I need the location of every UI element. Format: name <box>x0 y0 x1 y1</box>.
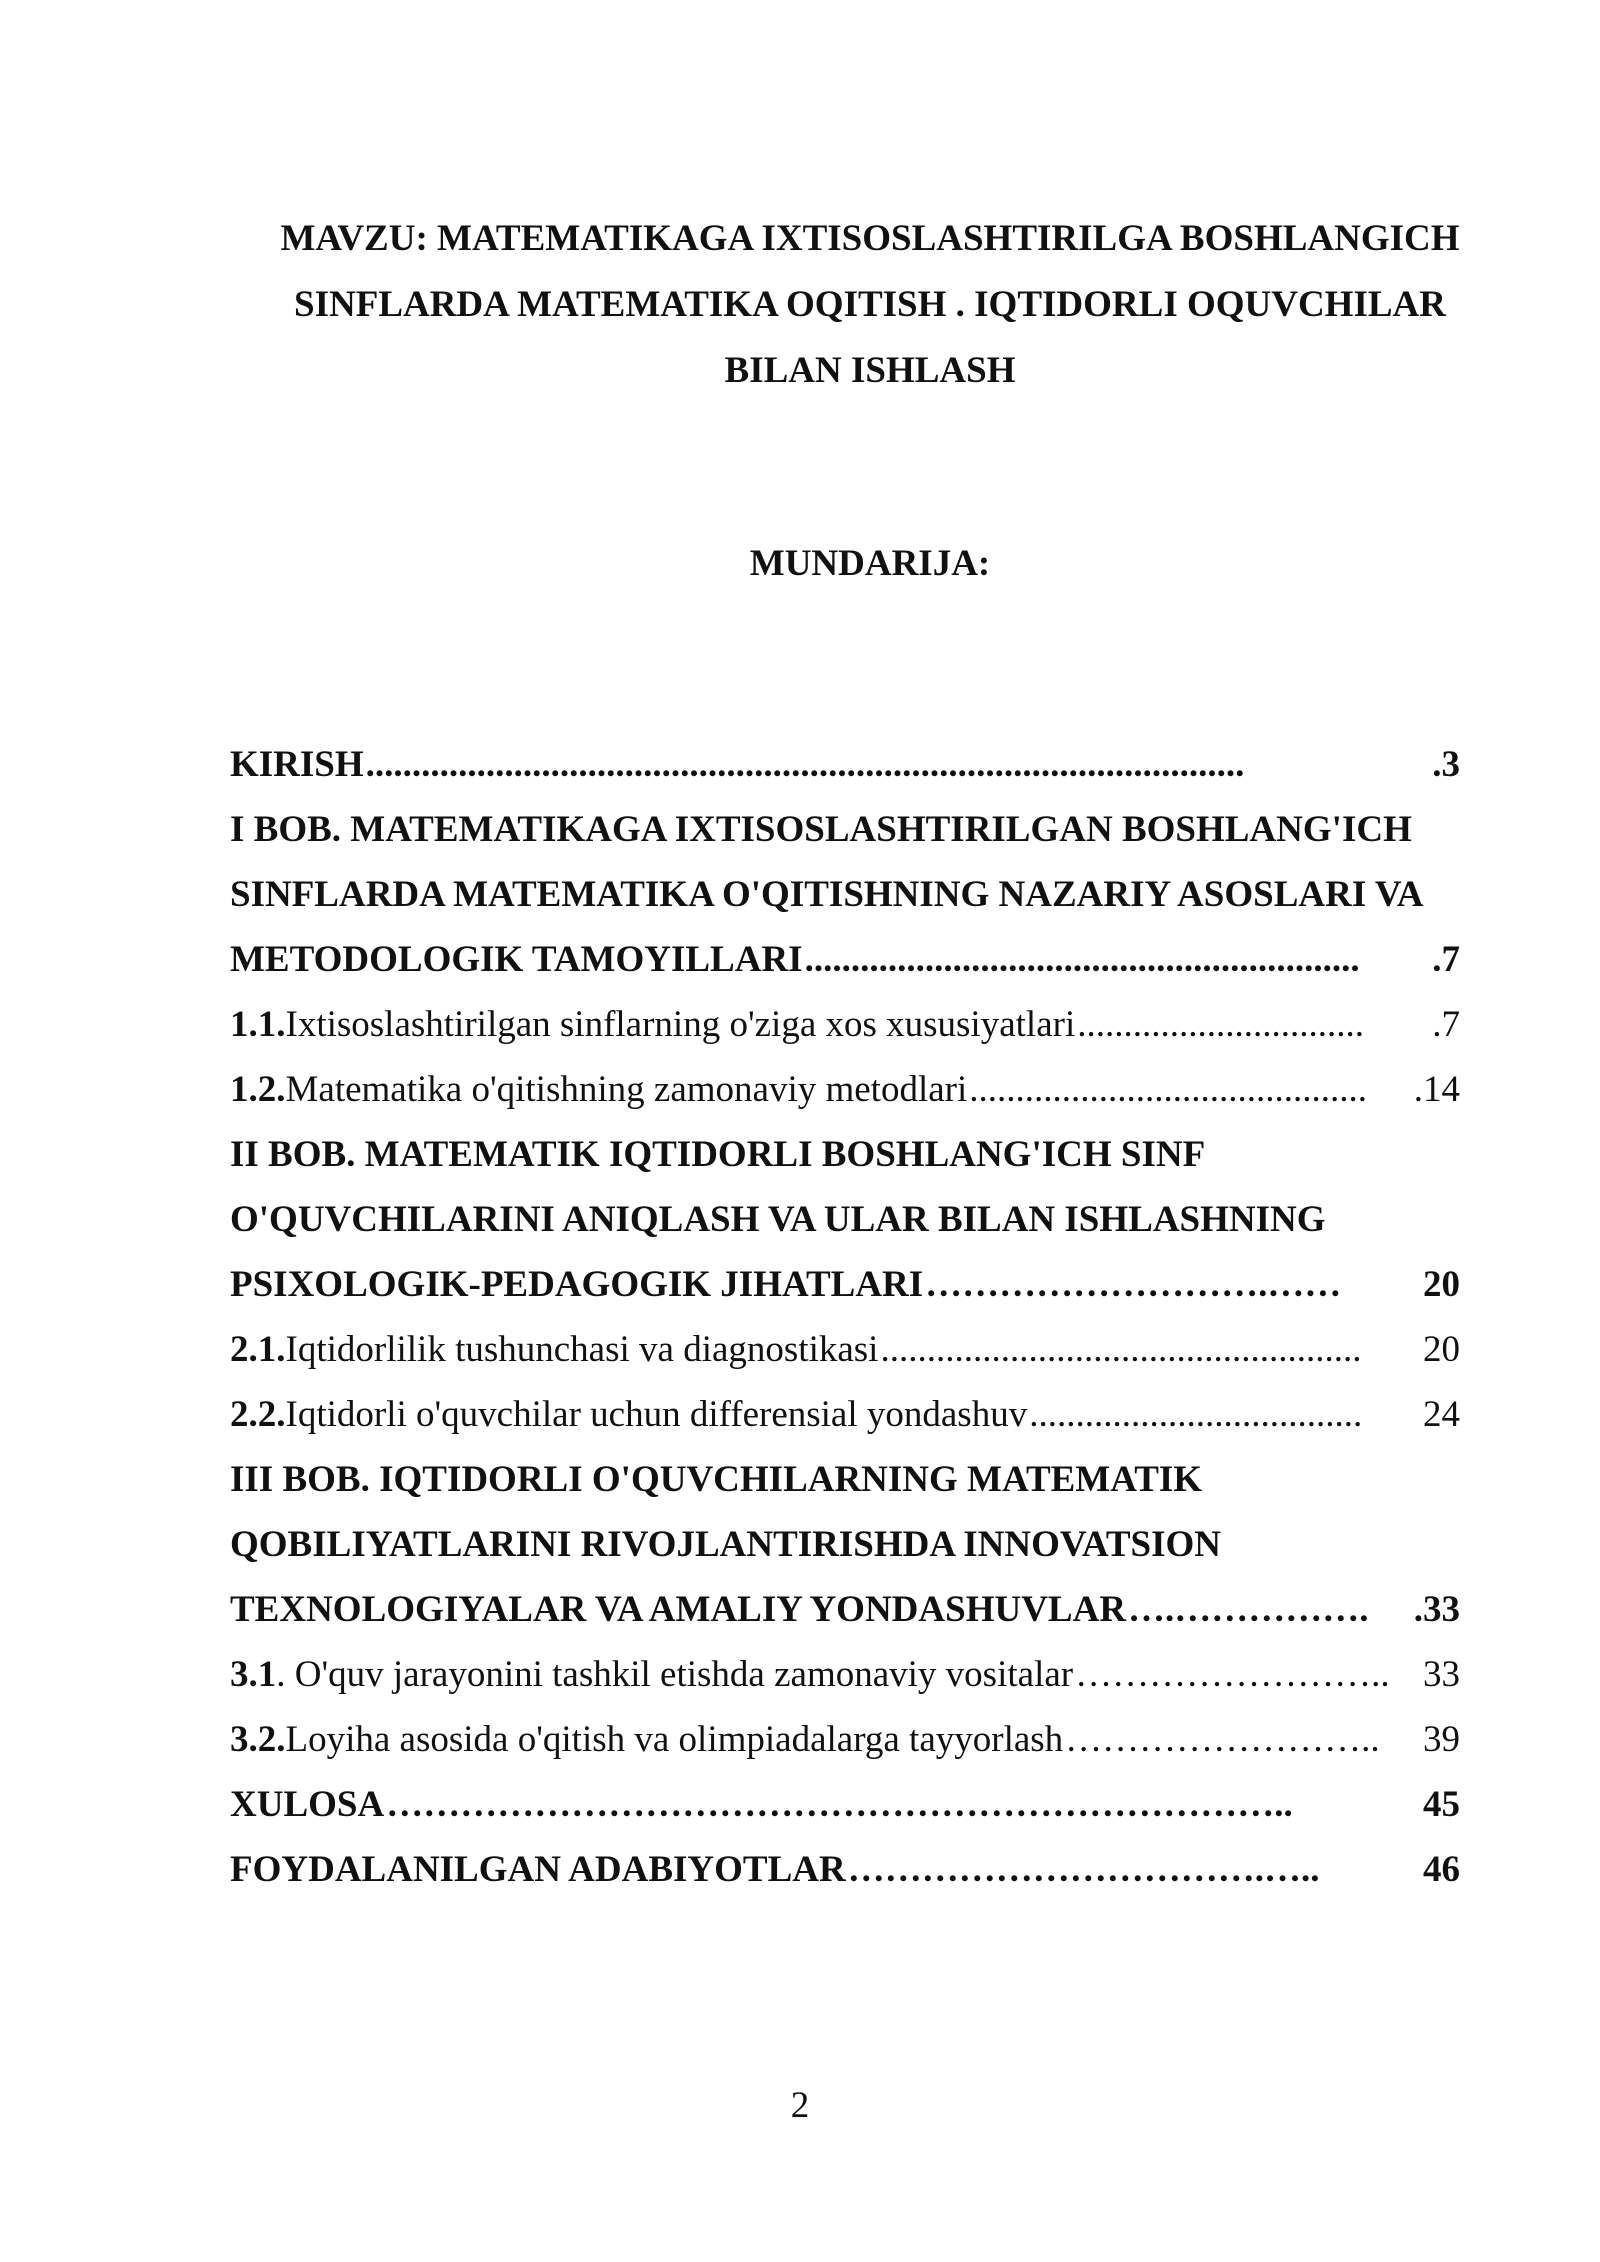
toc-label: PSIXOLOGIK-PEDAGOGIK JIHATLARI <box>230 1264 924 1305</box>
toc-label: Iqtidorli o'quvchilar uchun differensial yondashuv <box>285 1394 1028 1435</box>
toc-label: TEXNOLOGIYALAR VA AMALIY YONDASHUVLAR <box>230 1589 1127 1630</box>
title-line: BILAN ISHLASH <box>724 350 1016 391</box>
toc-label: XULOSA <box>230 1784 385 1825</box>
toc-label: QOBILIYATLARINI RIVOJLANTIRISHDA INNOVATSION <box>230 1524 1221 1565</box>
toc-page-number: 20 <box>1423 1329 1460 1370</box>
toc-dot-leader: ............................... <box>1077 1004 1364 1045</box>
toc-row <box>230 1577 1460 1642</box>
toc-label: KIRISH <box>230 744 364 785</box>
contents-heading: MUNDARIJA: <box>749 543 991 584</box>
document-title <box>230 206 1510 404</box>
toc-row <box>230 1772 1460 1837</box>
toc-label: METODOLOGIK TAMOYILLARI <box>230 939 803 980</box>
toc-row <box>230 1512 1460 1577</box>
toc-row <box>230 732 1460 797</box>
toc-section-number: 3.2. <box>230 1719 286 1760</box>
toc-row <box>230 1317 1460 1382</box>
toc-label: Iqtidorlilik tushunchasi va diagnostikasi <box>285 1329 879 1370</box>
toc-section-number: 2.2. <box>230 1394 286 1435</box>
toc-row <box>230 1122 1460 1187</box>
toc-label: Matematika o'qitishning zamonaviy metodlari <box>285 1069 968 1110</box>
toc-label: SINFLARDA MATEMATIKA O'QITISHNING NAZARIY ASOSLARI VA <box>230 874 1424 915</box>
toc-row <box>230 1252 1460 1317</box>
toc-dot-leader: ……………………………………………………………….. <box>386 1784 1293 1825</box>
toc-dot-leader: …………………….. <box>1065 1719 1380 1760</box>
toc-dot-leader: …………………………….….. <box>847 1849 1320 1890</box>
toc-row <box>230 1837 1460 1902</box>
toc-label: Ixtisoslashtirilgan sinflarning o'ziga xos xususiyatlari <box>285 1004 1076 1045</box>
toc-page-number: 20 <box>1423 1264 1460 1305</box>
toc-label: I BOB. MATEMATIKAGA IXTISOSLASHTIRILGAN BOSHLANG'ICH <box>230 809 1412 850</box>
toc-label: . O'quv jarayonini tashkil etishda zamonaviy vositalar <box>276 1654 1074 1695</box>
toc-section-number: 3.1 <box>230 1654 277 1695</box>
toc-label: III BOB. IQTIDORLI O'QUVCHILARNING MATEMATIK <box>230 1459 1203 1500</box>
toc-page-number: .3 <box>1432 744 1460 785</box>
table-of-contents <box>230 732 1460 1902</box>
toc-label: II BOB. MATEMATIK IQTIDORLI BOSHLANG'ICH SINF <box>230 1134 1206 1175</box>
toc-page-number: .7 <box>1432 939 1460 980</box>
toc-page-number: 24 <box>1423 1394 1460 1435</box>
toc-dot-leader: .................................... <box>1029 1394 1363 1435</box>
toc-section-number: 1.1. <box>230 1004 286 1045</box>
toc-page-number: 33 <box>1423 1654 1460 1695</box>
toc-dot-leader: ............................................................ <box>804 939 1360 980</box>
toc-row <box>230 927 1460 992</box>
toc-section-number: 2.1. <box>230 1329 286 1370</box>
toc-dot-leader: ............................................................................................... <box>365 744 1245 785</box>
toc-dot-leader: ……………………….…… <box>925 1264 1342 1305</box>
toc-row <box>230 1447 1460 1512</box>
toc-row <box>230 1642 1460 1707</box>
toc-dot-leader: …………………….. <box>1075 1654 1390 1695</box>
toc-page-number: 46 <box>1423 1849 1460 1890</box>
toc-section-number: 1.2. <box>230 1069 286 1110</box>
toc-row <box>230 992 1460 1057</box>
toc-dot-leader: .................................................... <box>880 1329 1362 1370</box>
toc-page-number: .33 <box>1413 1589 1460 1630</box>
toc-page-number: 39 <box>1423 1719 1460 1760</box>
toc-row <box>230 1707 1460 1772</box>
toc-label: Loyiha asosida o'qitish va olimpiadalarga tayyorlash <box>285 1719 1064 1760</box>
toc-row <box>230 1057 1460 1122</box>
toc-label: FOYDALANILGAN ADABIYOTLAR <box>230 1849 846 1890</box>
toc-page-number: .14 <box>1413 1069 1460 1110</box>
toc-page-number: 45 <box>1423 1784 1460 1825</box>
page-number: 2 <box>790 2085 810 2126</box>
toc-row <box>230 1382 1460 1447</box>
toc-label: O'QUVCHILARINI ANIQLASH VA ULAR BILAN ISHLASHNING <box>230 1199 1326 1240</box>
toc-row <box>230 862 1460 927</box>
title-line: MAVZU: MATEMATIKAGA IXTISOSLASHTIRILGA BOSHLANGICH <box>280 218 1460 259</box>
toc-row <box>230 797 1460 862</box>
toc-page-number: .7 <box>1432 1004 1460 1045</box>
toc-dot-leader: ….……………. <box>1128 1589 1369 1630</box>
toc-row <box>230 1187 1460 1252</box>
title-line: SINFLARDA MATEMATIKA OQITISH . IQTIDORLI OQUVCHILAR <box>294 284 1446 325</box>
toc-dot-leader: ........................................... <box>969 1069 1368 1110</box>
